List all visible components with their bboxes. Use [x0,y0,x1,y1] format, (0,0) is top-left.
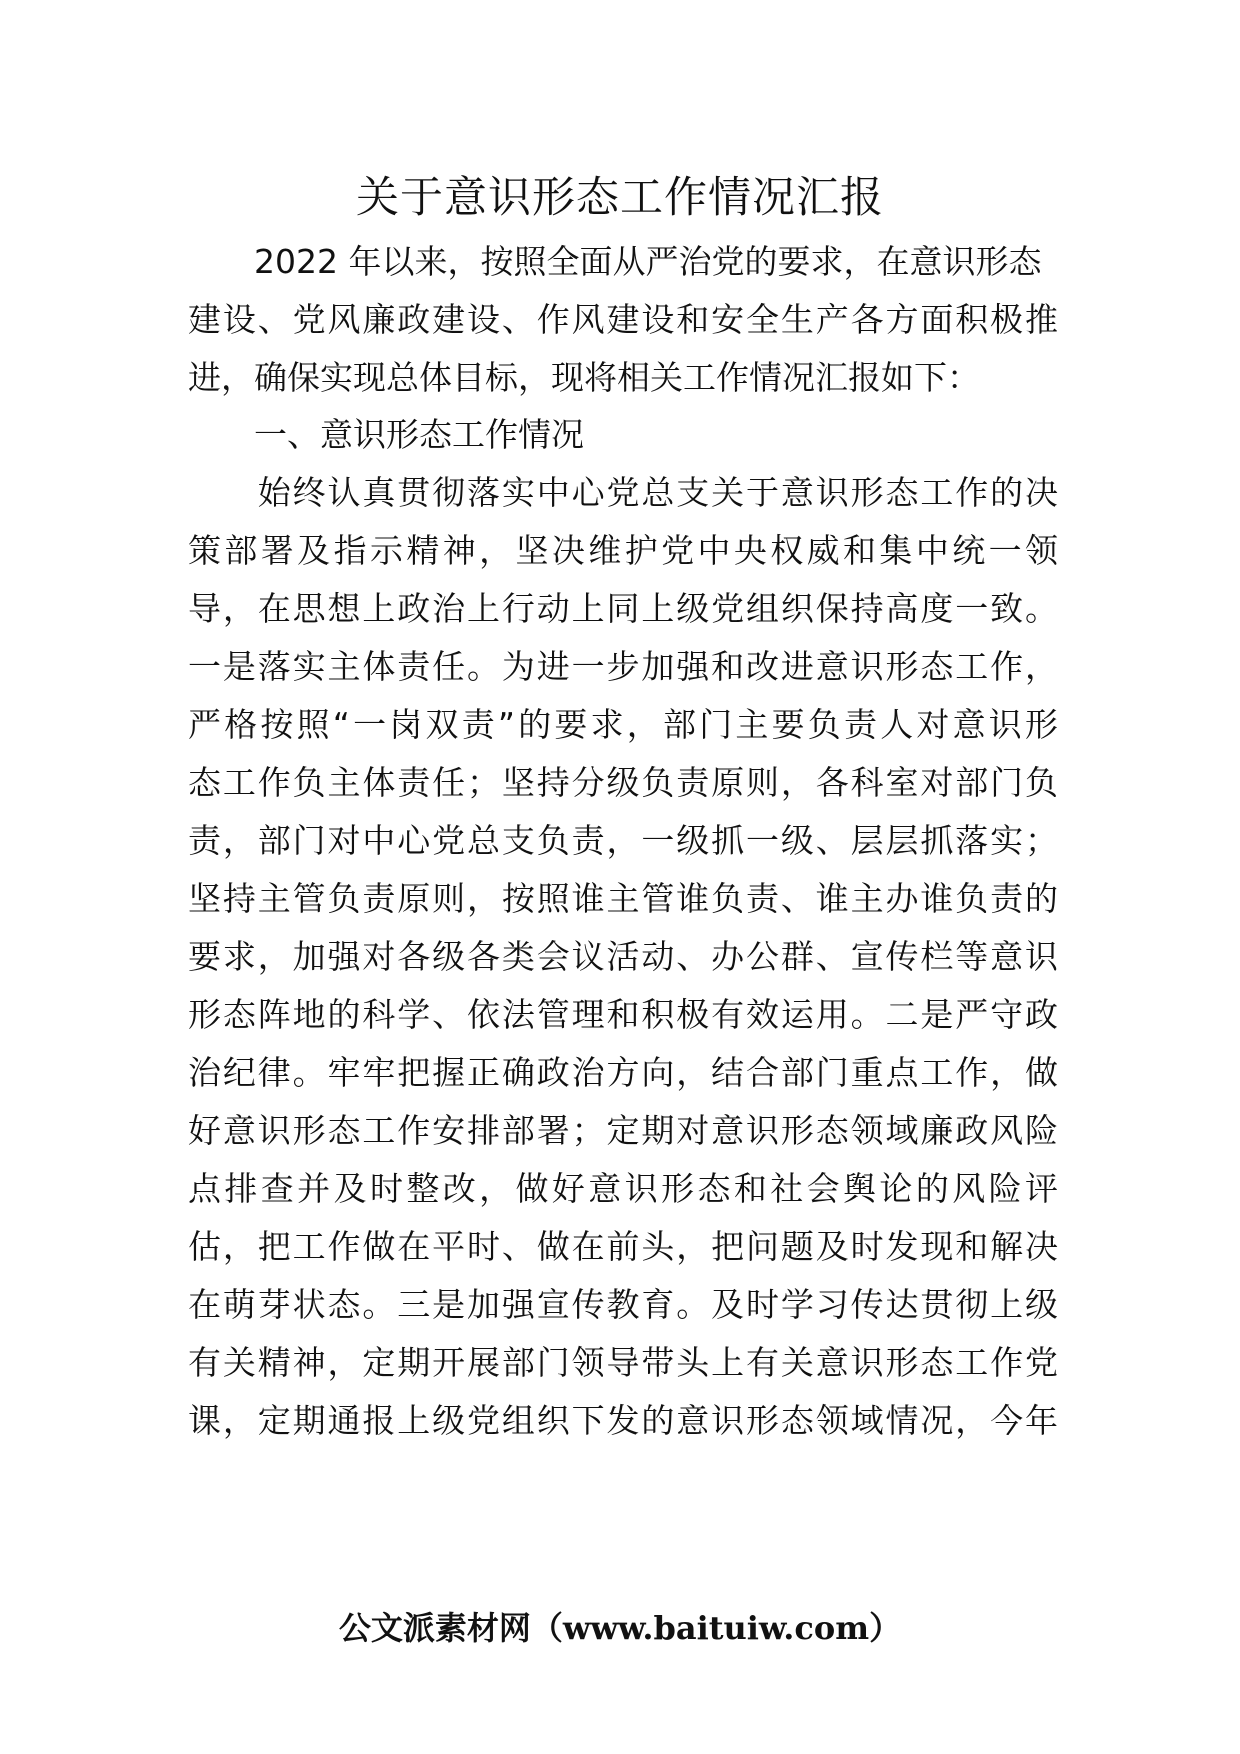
body-line: 进，确保实现总体目标，现将相关工作情况汇报如下： [188,358,980,397]
body-line: 态工作负主体责任；坚持分级负责原则，各科室对部门负 [188,763,1058,802]
body-line: 一是落实主体责任。为进一步加强和改进意识形态工作， [188,647,1058,686]
section-heading: 一、意识形态工作情况 [188,415,584,454]
body-line: 严格按照“一岗双责”的要求，部门主要负责人对意识形 [188,705,1058,744]
body-line: 始终认真贯彻落实中心党总支关于意识形态工作的决 [188,473,1058,512]
body-line: 策部署及指示精神，坚决维护党中央权威和集中统一领 [188,531,1058,570]
body-line: 课，定期通报上级党组织下发的意识形态领域情况，今年 [188,1401,1058,1440]
body-line: 在萌芽状态。三是加强宣传教育。及时学习传达贯彻上级 [188,1285,1058,1324]
body-line: 形态阵地的科学、依法管理和积极有效运用。二是严守政 [188,995,1058,1034]
document-title: 关于意识形态工作情况汇报 [356,173,884,223]
body-line: 治纪律。牢牢把握正确政治方向，结合部门重点工作，做 [188,1053,1058,1092]
body-line: 有关精神，定期开展部门领导带头上有关意识形态工作党 [188,1343,1058,1382]
body-line: 要求，加强对各级各类会议活动、办公群、宣传栏等意识 [188,937,1058,976]
body-line: 建设、党风廉政建设、作风建设和安全生产各方面积极推 [188,300,1058,339]
body-line: 责，部门对中心党总支负责，一级抓一级、层层抓落实； [188,821,1058,860]
body-line: 点排查并及时整改，做好意识形态和社会舆论的风险评 [188,1169,1058,1208]
footer-watermark: 公文派素材网（www.baituiw.com） [338,1609,902,1647]
body-line: 2022 年以来，按照全面从严治党的要求，在意识形态 [188,242,1042,281]
body-line: 估，把工作做在平时、做在前头，把问题及时发现和解决 [188,1227,1058,1266]
body-line: 导，在思想上政治上行动上同上级党组织保持高度一致。 [188,589,1058,628]
body-line: 坚持主管负责原则，按照谁主管谁负责、谁主办谁负责的 [188,879,1058,918]
body-line: 好意识形态工作安排部署；定期对意识形态领域廉政风险 [188,1111,1058,1150]
